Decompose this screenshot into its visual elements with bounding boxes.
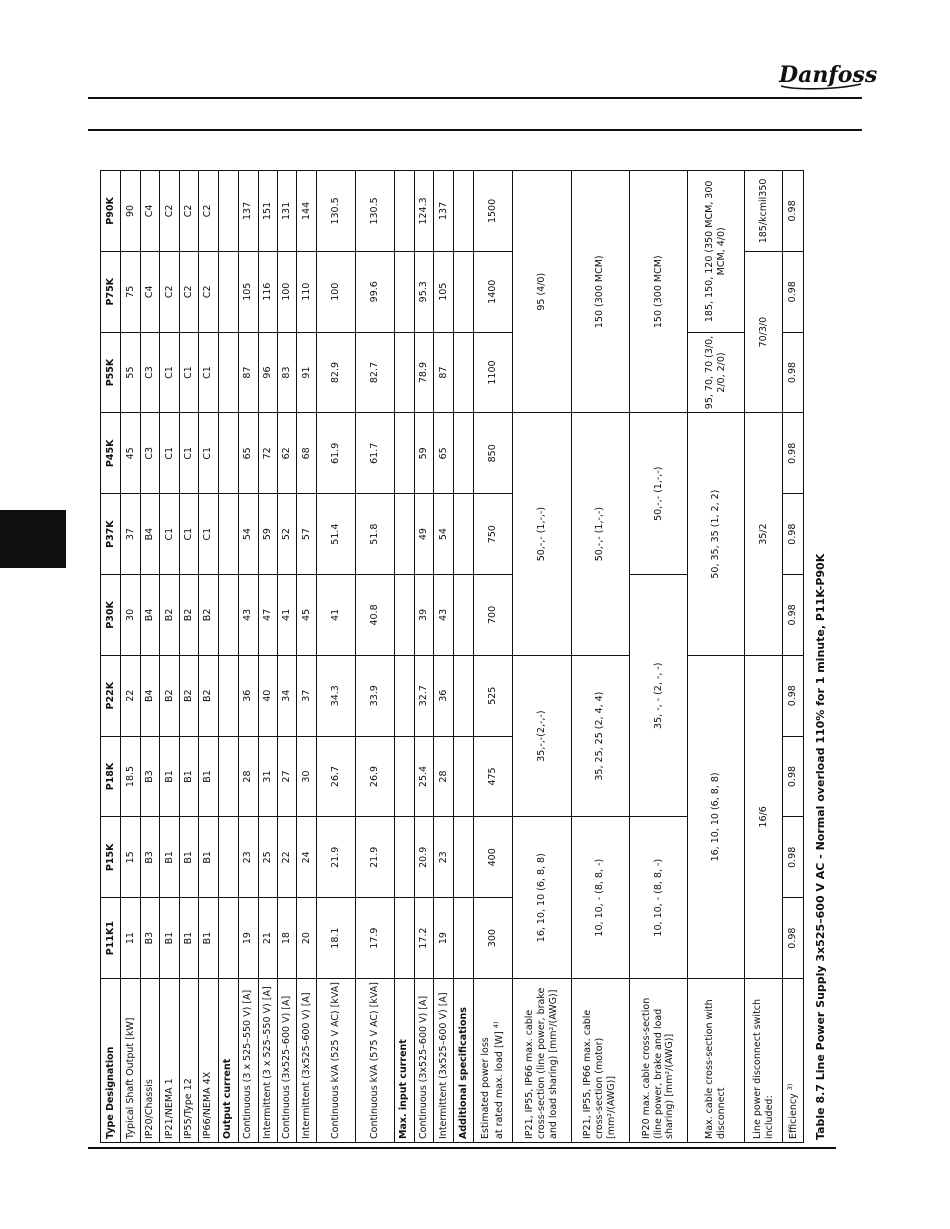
cell: 23 [239, 817, 258, 898]
cell: B2 [199, 575, 218, 656]
cell: 300 [474, 898, 513, 979]
table-row-efficiency [783, 171, 804, 1143]
cell: B3 [140, 736, 159, 817]
cell: 16, 10, 10 (6, 8, 8) [688, 655, 745, 978]
cell: C1 [179, 494, 198, 575]
cell: 57 [297, 494, 316, 575]
cell: 28 [239, 736, 258, 817]
cell: 82.7 [355, 332, 394, 413]
cell: 83 [277, 332, 296, 413]
row-label: IP66/NEMA 4X [199, 979, 218, 1143]
table-caption: Table 8.7 Line Power Supply 3x525–600 V AC - Normal overload 110% for 1 minute, P11K-P90K [814, 553, 827, 1140]
section-title: Output current [218, 979, 238, 1143]
cell: C1 [160, 413, 179, 494]
table-row-power-loss [474, 171, 513, 1143]
cell: 185/kcmil350 [745, 171, 783, 252]
cell: 87 [239, 332, 258, 413]
cell: 45 [297, 575, 316, 656]
cell: B3 [140, 898, 159, 979]
section-row [218, 171, 238, 1143]
cell: 0.98 [783, 251, 804, 332]
cell: 100 [316, 251, 355, 332]
cell: 24 [297, 817, 316, 898]
cell: B1 [160, 736, 179, 817]
cell: 21.9 [316, 817, 355, 898]
cell: 37 [121, 494, 140, 575]
cell: 700 [474, 575, 513, 656]
table-row-cable-motor [571, 171, 629, 1143]
cell: 105 [434, 251, 453, 332]
table-row [121, 171, 140, 1143]
cell: 15 [121, 817, 140, 898]
cell: 30 [297, 736, 316, 817]
cell: 52 [277, 494, 296, 575]
cell: 59 [415, 413, 434, 494]
cell: 65 [239, 413, 258, 494]
cell: 36 [434, 655, 453, 736]
row-label: Line power disconnect switch included: [745, 979, 783, 1143]
cell: 20 [297, 898, 316, 979]
cell: 475 [474, 736, 513, 817]
cell: 78.9 [415, 332, 434, 413]
cell: 20.9 [415, 817, 434, 898]
cell: 95.3 [415, 251, 434, 332]
cell: 37 [297, 655, 316, 736]
cell: 26.9 [355, 736, 394, 817]
cell: 17.2 [415, 898, 434, 979]
cell: 1500 [474, 171, 513, 252]
section-row [453, 171, 473, 1143]
cell: 18.5 [121, 736, 140, 817]
cell: B1 [199, 817, 218, 898]
cell: B4 [140, 575, 159, 656]
cell: 95 (4/0) [513, 171, 571, 413]
cell: 10, 10, - (8, 8, -) [629, 817, 687, 979]
cell: 150 (300 MCM) [629, 171, 687, 413]
cell: 525 [474, 655, 513, 736]
cell: 21 [258, 898, 277, 979]
cell: B4 [140, 655, 159, 736]
row-label: Continuous kVA (525 V AC) [kVA] [316, 979, 355, 1143]
cell: B2 [160, 575, 179, 656]
cell: C2 [160, 171, 179, 252]
cell: 72 [258, 413, 277, 494]
cell: 50,-,- (1,-,-) [629, 413, 687, 575]
cell: 34.3 [316, 655, 355, 736]
cell: 18 [277, 898, 296, 979]
model-header: P15K [101, 817, 121, 898]
row-label: Max. cable cross-section with disconnect [688, 979, 745, 1143]
header-rule-top [88, 97, 862, 99]
table-header-row [101, 171, 121, 1143]
cell: 51.4 [316, 494, 355, 575]
cell: 31 [258, 736, 277, 817]
cell: 32.7 [415, 655, 434, 736]
cell: 61.9 [316, 413, 355, 494]
cell: B2 [199, 655, 218, 736]
cell: 54 [239, 494, 258, 575]
cell: 1100 [474, 332, 513, 413]
cell: C2 [199, 251, 218, 332]
cell: 99.6 [355, 251, 394, 332]
svg-text:Danfoss: Danfoss [779, 62, 878, 88]
cell: 49 [415, 494, 434, 575]
cell: C2 [179, 171, 198, 252]
cell: B1 [160, 898, 179, 979]
row-label: Intermittent (3x525–600 V) [A] [297, 979, 316, 1143]
table-row-cable-ip20 [629, 171, 687, 1143]
cell: 68 [297, 413, 316, 494]
cell: 43 [239, 575, 258, 656]
cell: 47 [258, 575, 277, 656]
cell: 10, 10, - (8, 8, -) [571, 817, 629, 979]
cell: 124.3 [415, 171, 434, 252]
cell: 70/3/0 [745, 251, 783, 413]
cell: C1 [199, 494, 218, 575]
cell: C4 [140, 251, 159, 332]
cell: C1 [199, 332, 218, 413]
model-header: P11K1 [101, 898, 121, 979]
table-row-cable-disconnect [688, 171, 745, 1143]
table-row-switch [745, 171, 783, 1143]
cell: 185, 150, 120 (350 MCM, 300 MCM, 4/0) [688, 171, 745, 333]
cell: 130.5 [355, 171, 394, 252]
cell: C2 [160, 251, 179, 332]
cell: B2 [179, 655, 198, 736]
cell: 0.98 [783, 413, 804, 494]
model-header: P37K [101, 494, 121, 575]
danfoss-logo [775, 56, 878, 96]
cell: 28 [434, 736, 453, 817]
cell: 105 [239, 251, 258, 332]
table-row [277, 171, 296, 1143]
row-label: IP21, IP55, IP66 max. cable cross-section (line power, brake and load sharing) [mm²/(AWG)] [513, 979, 571, 1143]
table-row [355, 171, 394, 1143]
cell: 400 [474, 817, 513, 898]
cell: 45 [121, 413, 140, 494]
cell: 62 [277, 413, 296, 494]
cell: 40 [258, 655, 277, 736]
cell: 19 [434, 898, 453, 979]
cell: 65 [434, 413, 453, 494]
chapter-tab-marker [0, 510, 66, 568]
cell: C2 [179, 251, 198, 332]
cell: 16/6 [745, 655, 783, 978]
cell: 25.4 [415, 736, 434, 817]
cell: B1 [179, 817, 198, 898]
row-label: Continuous (3x525–600 V) [A] [415, 979, 434, 1143]
cell: C1 [179, 413, 198, 494]
cell: 850 [474, 413, 513, 494]
table-row [297, 171, 316, 1143]
row-label: Typical Shaft Output [kW] [121, 979, 140, 1143]
cell: 0.98 [783, 898, 804, 979]
cell: C3 [140, 332, 159, 413]
cell: C1 [160, 332, 179, 413]
cell: 130.5 [316, 171, 355, 252]
cell: 11 [121, 898, 140, 979]
header-label: Type Designation [101, 979, 121, 1143]
table-row [179, 171, 198, 1143]
model-header: P22K [101, 655, 121, 736]
cell: 54 [434, 494, 453, 575]
cell: 26.7 [316, 736, 355, 817]
row-label: IP20/Chassis [140, 979, 159, 1143]
cell: 96 [258, 332, 277, 413]
row-label: Intermittent (3 x 525–550 V) [A] [258, 979, 277, 1143]
cell: 41 [316, 575, 355, 656]
cell: 0.98 [783, 171, 804, 252]
row-label: Efficiency $^{3)}$ [783, 979, 804, 1143]
cell: 33.9 [355, 655, 394, 736]
cell: B1 [160, 817, 179, 898]
cell: C2 [199, 171, 218, 252]
table-row [316, 171, 355, 1143]
footer-rule [88, 1147, 836, 1149]
model-header: P45K [101, 413, 121, 494]
cell: 116 [258, 251, 277, 332]
row-label: Continuous (3x525–600 V) [A] [277, 979, 296, 1143]
cell: 137 [434, 171, 453, 252]
cell: B1 [199, 736, 218, 817]
cell: 90 [121, 171, 140, 252]
cell: B1 [179, 898, 198, 979]
cell: 35, 25, 25 (2, 4, 4) [571, 655, 629, 817]
cell: 110 [297, 251, 316, 332]
cell: C4 [140, 171, 159, 252]
cell: 39 [415, 575, 434, 656]
section-title: Additional specifications [453, 979, 473, 1143]
cell: 55 [121, 332, 140, 413]
model-header: P90K [101, 171, 121, 252]
table-row [140, 171, 159, 1143]
cell: 19 [239, 898, 258, 979]
table-row [415, 171, 434, 1143]
cell: C1 [160, 494, 179, 575]
cell: B1 [199, 898, 218, 979]
cell: 750 [474, 494, 513, 575]
row-label: Estimated power loss at rated max. load [W] $^{4)}$ [474, 979, 513, 1143]
cell: B2 [160, 655, 179, 736]
table-row [199, 171, 218, 1143]
cell: 0.98 [783, 332, 804, 413]
cell: 34 [277, 655, 296, 736]
cell: 18.1 [316, 898, 355, 979]
cell: 50,-,- (1,-,-) [571, 413, 629, 655]
cell: 144 [297, 171, 316, 252]
cell: 17.9 [355, 898, 394, 979]
cell: C3 [140, 413, 159, 494]
cell: 151 [258, 171, 277, 252]
cell: 22 [121, 655, 140, 736]
cell: 41 [277, 575, 296, 656]
cell: 25 [258, 817, 277, 898]
row-label: Continuous (3 x 525–550 V) [A] [239, 979, 258, 1143]
cell: 100 [277, 251, 296, 332]
cell: 0.98 [783, 494, 804, 575]
row-label: IP55/Type 12 [179, 979, 198, 1143]
cell: 1400 [474, 251, 513, 332]
cell: B4 [140, 494, 159, 575]
cell: 36 [239, 655, 258, 736]
section-title: Max. input current [394, 979, 414, 1143]
model-header: P18K [101, 736, 121, 817]
cell: 87 [434, 332, 453, 413]
table-row-cable-line [513, 171, 571, 1143]
table-row [160, 171, 179, 1143]
cell: C1 [179, 332, 198, 413]
cell: B1 [179, 736, 198, 817]
row-label: Continuous kVA (575 V AC) [kVA] [355, 979, 394, 1143]
cell: 22 [277, 817, 296, 898]
cell: 0.98 [783, 575, 804, 656]
cell: 30 [121, 575, 140, 656]
cell: 0.98 [783, 736, 804, 817]
cell: 59 [258, 494, 277, 575]
cell: 51.8 [355, 494, 394, 575]
model-header: P75K [101, 251, 121, 332]
cell: 131 [277, 171, 296, 252]
cell: 21.9 [355, 817, 394, 898]
model-header: P30K [101, 575, 121, 656]
row-label: IP20 max. cable cross-section (line power, brake and load sharing) [mm²/(AWG)] [629, 979, 687, 1143]
table-row [434, 171, 453, 1143]
model-header: P55K [101, 332, 121, 413]
section-row [394, 171, 414, 1143]
cell: 95, 70, 70 (3/0, 2/0, 2/0) [688, 332, 745, 413]
spec-table-rotated [100, 171, 804, 1143]
cell: 23 [434, 817, 453, 898]
cell: 137 [239, 171, 258, 252]
cell: 0.98 [783, 817, 804, 898]
cell: B3 [140, 817, 159, 898]
table-row [258, 171, 277, 1143]
cell: C1 [199, 413, 218, 494]
cell: 0.98 [783, 655, 804, 736]
row-label: IP21, IP55, IP66 max. cable cross-section (motor) [mm²/(AWG)] [571, 979, 629, 1143]
cell: 16, 10, 10 (6, 8, 8) [513, 817, 571, 979]
cell: 35/2 [745, 413, 783, 655]
cell: 75 [121, 251, 140, 332]
cell: 40.8 [355, 575, 394, 656]
cell: 82.9 [316, 332, 355, 413]
cell: 50,-,- (1,-,-) [513, 413, 571, 655]
table-row [239, 171, 258, 1143]
cell: 61.7 [355, 413, 394, 494]
cell: 91 [297, 332, 316, 413]
cell: 50, 35, 35 (1, 2, 2) [688, 413, 745, 655]
cell: B2 [179, 575, 198, 656]
cell: 150 (300 MCM) [571, 171, 629, 413]
cell: 43 [434, 575, 453, 656]
row-label: Intermittent (3x525–600 V) [A] [434, 979, 453, 1143]
cell: 35, -, - (2, -, -) [629, 575, 687, 817]
cell: 35,-,-(2,-,-) [513, 655, 571, 817]
row-label: IP21/NEMA 1 [160, 979, 179, 1143]
cell: 27 [277, 736, 296, 817]
header-rule-bottom [88, 129, 862, 131]
spec-table [100, 170, 804, 1143]
